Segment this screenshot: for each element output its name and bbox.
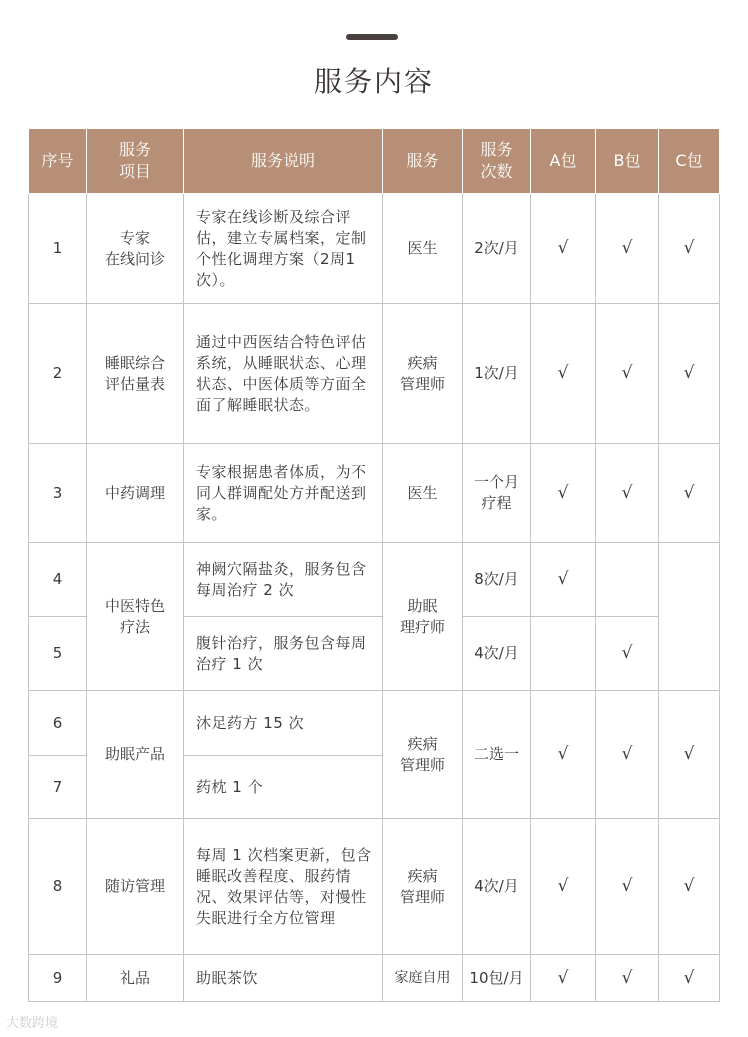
row-desc: 药枕 1 个 (184, 756, 383, 819)
row-no: 3 (29, 444, 87, 543)
table-row (29, 444, 720, 543)
row-item: 睡眠综合 评估量表 (87, 304, 184, 444)
row-a: √ (531, 304, 596, 444)
row-desc: 专家根据患者体质，为不同人群调配处方并配送到家。 (184, 444, 383, 543)
row-provider: 医生 (383, 444, 463, 543)
table-row (29, 304, 720, 444)
page-title: 服务内容 (313, 65, 434, 98)
header-desc: 服务说明 (184, 129, 383, 194)
row-freq: 8次/月 (463, 543, 531, 617)
row-provider: 助眠 理疗师 (383, 543, 463, 691)
row-c: √ (659, 194, 720, 304)
row-provider: 疾病 管理师 (383, 819, 463, 955)
table-row (29, 543, 720, 617)
row-c: √ (659, 955, 720, 1002)
row-no: 2 (29, 304, 87, 444)
row-a (531, 617, 596, 691)
row-b: √ (596, 819, 659, 955)
row-b: √ (596, 955, 659, 1002)
row-freq: 4次/月 (463, 617, 531, 691)
row-freq: 二选一 (463, 691, 531, 819)
row-b: √ (596, 691, 659, 819)
row-item: 专家 在线问诊 (87, 194, 184, 304)
row-desc: 腹针治疗，服务包含每周治疗 1 次 (184, 617, 383, 691)
table-header-row (29, 129, 720, 194)
row-no: 4 (29, 543, 87, 617)
header-provider: 服务 (383, 129, 463, 194)
table-row (29, 955, 720, 1002)
header-no: 序号 (29, 129, 87, 194)
row-desc: 通过中西医结合特色评估系统，从睡眠状态、心理状态、中医体质等方面全面了解睡眠状态。 (184, 304, 383, 444)
row-freq: 2次/月 (463, 194, 531, 304)
row-a: √ (531, 444, 596, 543)
row-a: √ (531, 819, 596, 955)
row-c: √ (659, 819, 720, 955)
row-item: 礼品 (87, 955, 184, 1002)
row-provider: 医生 (383, 194, 463, 304)
row-desc: 每周 1 次档案更新，包含睡眠改善程度、服药情况、效果评估等，对慢性失眠进行全方位管理 (184, 819, 383, 955)
row-freq: 4次/月 (463, 819, 531, 955)
row-b: √ (596, 444, 659, 543)
watermark: 大数跨境 (6, 1016, 59, 1031)
header-c: C包 (659, 129, 720, 194)
row-b: √ (596, 194, 659, 304)
row-item: 中药调理 (87, 444, 184, 543)
decorative-bar (346, 34, 398, 40)
row-a: √ (531, 691, 596, 819)
row-a: √ (531, 543, 596, 617)
row-c: √ (659, 304, 720, 444)
service-table (28, 128, 720, 1002)
row-item: 助眠产品 (87, 691, 184, 819)
row-no: 8 (29, 819, 87, 955)
header-item: 服务 项目 (87, 129, 184, 194)
row-b: √ (596, 617, 659, 691)
table-row (29, 691, 720, 756)
row-desc: 专家在线诊断及综合评估，建立专属档案，定制个性化调理方案（2周1次）。 (184, 194, 383, 304)
table-row (29, 194, 720, 304)
header-freq: 服务 次数 (463, 129, 531, 194)
row-item: 随访管理 (87, 819, 184, 955)
row-no: 6 (29, 691, 87, 756)
row-provider: 疾病 管理师 (383, 691, 463, 819)
row-no: 1 (29, 194, 87, 304)
row-provider: 疾病 管理师 (383, 304, 463, 444)
header-a: A包 (531, 129, 596, 194)
row-a: √ (531, 194, 596, 304)
row-c: √ (659, 691, 720, 819)
row-freq: 一个月 疗程 (463, 444, 531, 543)
row-freq: 10包/月 (463, 955, 531, 1002)
row-no: 5 (29, 617, 87, 691)
row-desc: 沐足药方 15 次 (184, 691, 383, 756)
row-c (659, 543, 720, 691)
row-item: 中医特色 疗法 (87, 543, 184, 691)
row-no: 7 (29, 756, 87, 819)
row-desc: 助眠茶饮 (184, 955, 383, 1002)
table-row (29, 819, 720, 955)
row-c: √ (659, 444, 720, 543)
row-desc: 神阙穴隔盐灸，服务包含每周治疗 2 次 (184, 543, 383, 617)
row-b (596, 543, 659, 617)
row-freq: 1次/月 (463, 304, 531, 444)
header-b: B包 (596, 129, 659, 194)
row-a: √ (531, 955, 596, 1002)
row-no: 9 (29, 955, 87, 1002)
row-b: √ (596, 304, 659, 444)
row-provider: 家庭自用 (383, 955, 463, 1002)
